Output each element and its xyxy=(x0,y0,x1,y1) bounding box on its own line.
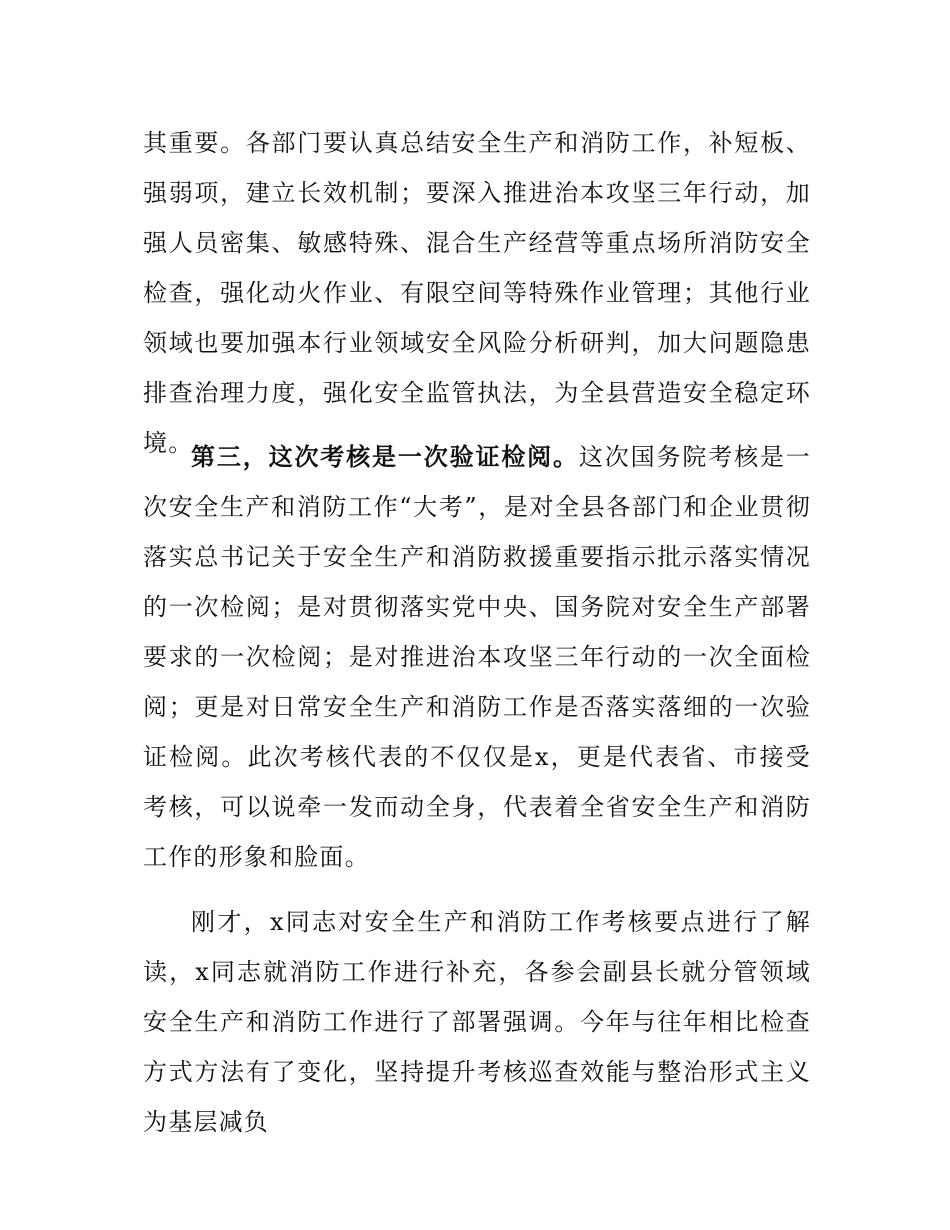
paragraph-3 xyxy=(143,897,811,1147)
paragraph-2-heading: 第三，这次考核是一次验证检阅。 xyxy=(191,442,579,471)
paragraph-1-text: 其重要。各部门要认真总结安全生产和消防工作，补短板、强弱项，建立长效机制；要深入推进治本攻坚三年行动，加强人员密集、敏感特殊、混合生产经营等重点场所消防安全检查，强化动火作业、有限空间等特殊作业管理；其他行业领域也要加强本行业领域安全风险分析研判，加大问题隐患排查治理力度，强化安全监管执法，为全县营造安全稳定环境。 xyxy=(143,129,811,457)
paragraph-1 xyxy=(143,118,811,468)
paragraph-2 xyxy=(143,432,811,882)
paragraph-2-text: 这次国务院考核是一次安全生产和消防工作“大考”，是对全县各部门和企业贯彻落实总书记关于安全生产和消防救援重要指示批示落实情况的一次检阅；是对贯彻落实党中央、国务院对安全生产部署要求的一次检阅；是对推进治本攻坚三年行动的一次全面检阅；更是对日常安全生产和消防工作是否落实落细的一次验证检阅。此次考核代表的不仅仅是x，更是代表省、市接受考核，可以说牵一发而动全身，代表着全省安全生产和消防工作的形象和脸面。 xyxy=(143,443,811,871)
paragraph-3-text: 刚才，x同志对安全生产和消防工作考核要点进行了解读，x同志就消防工作进行补充，各参会副县长就分管领域安全生产和消防工作进行了部署强调。今年与往年相比检查方式方法有了变化，坚持提升考核巡查效能与整治形式主义为基层减负 xyxy=(143,908,811,1136)
